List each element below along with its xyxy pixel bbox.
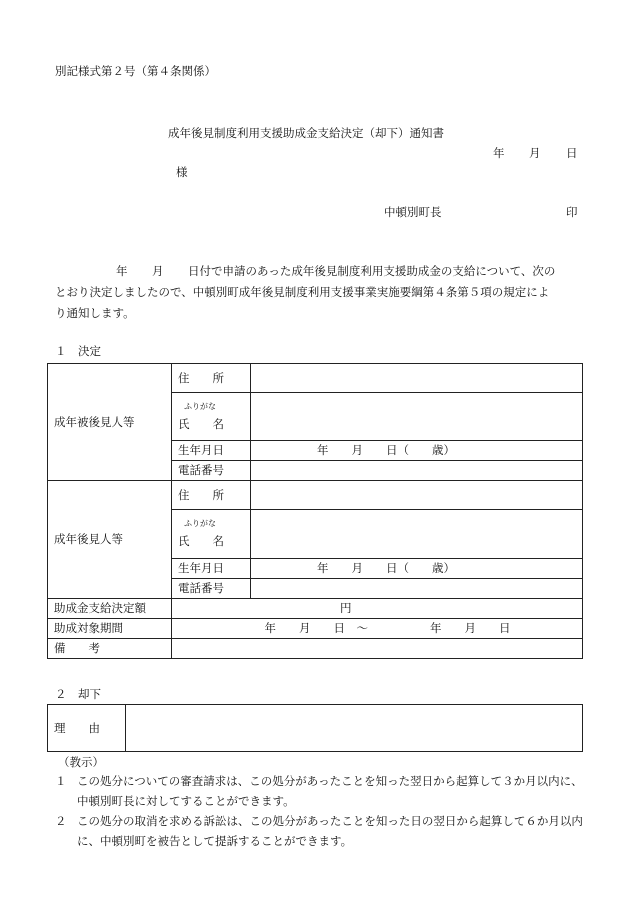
ward-name-label: 氏 名: [178, 416, 224, 431]
notes-list: [55, 771, 585, 851]
reason-field[interactable]: [126, 705, 583, 752]
note-number: １: [55, 774, 67, 788]
seal-mark: 印: [566, 205, 578, 219]
ward-label: 成年被後見人等: [48, 364, 172, 481]
guardian-phone-label: 電話番号: [172, 579, 251, 599]
note-item: [55, 771, 585, 811]
date-year: 年: [493, 146, 505, 160]
note-text: この処分についての審査請求は、この処分があったことを知った翌日から起算して３か月以内に、中頓別町長に対してすることができます。: [77, 774, 583, 808]
body-line2: とおり決定しましたので、中頓別町成年後見制度利用支援事業実施要綱第４条第５項の規定によ: [55, 285, 550, 299]
form-number: 別記様式第２号（第４条関係）: [55, 64, 216, 78]
issuer-name: 中頓別町長: [384, 205, 442, 219]
guardian-label: 成年後見人等: [48, 481, 172, 599]
remarks-field[interactable]: [172, 639, 583, 659]
note-number: ２: [55, 814, 67, 828]
ward-address-field[interactable]: [251, 364, 583, 393]
remarks-label: 備 考: [48, 639, 172, 659]
period-end: 年 月 日: [430, 621, 511, 636]
document-title: 成年後見制度利用支援助成金支給決定（却下）通知書: [168, 126, 444, 140]
period-field[interactable]: [172, 619, 583, 639]
body-year: 年: [116, 264, 128, 278]
ward-address-label: 住 所: [172, 364, 251, 393]
section2-heading: ２ 却下: [55, 687, 101, 701]
ward-name-field[interactable]: [251, 393, 583, 441]
guardian-address-field[interactable]: [251, 481, 583, 510]
date-month: 月: [529, 146, 541, 160]
body-line1: 日付で申請のあった成年後見制度利用支援助成金の支給について、次の: [188, 264, 556, 278]
amount-field[interactable]: 円: [172, 599, 583, 619]
body-month: 月: [152, 264, 164, 278]
ward-phone-field[interactable]: [251, 461, 583, 481]
ward-birth-label: 生年月日: [172, 441, 251, 461]
guardian-birth-label: 生年月日: [172, 559, 251, 579]
guardian-furigana-label: ふりがな: [184, 519, 216, 529]
body-line3: り通知します。: [55, 306, 135, 320]
notes-heading: （教示）: [58, 755, 104, 769]
note-text: この処分の取消を求める訴訟は、この処分があったことを知った日の翌日から起算して６か月以内に、中頓別町を被告として提訴することができます。: [77, 814, 583, 848]
guardian-name-label: 氏 名: [178, 534, 224, 549]
rejection-table: [47, 704, 583, 752]
guardian-phone-field[interactable]: [251, 579, 583, 599]
note-item: [55, 811, 585, 851]
ward-furigana-label: ふりがな: [184, 401, 216, 411]
addressee-suffix: 様: [176, 165, 188, 179]
guardian-name-field[interactable]: [251, 510, 583, 559]
period-start: 年 月 日 ～: [264, 621, 368, 636]
section1-heading: １ 決定: [55, 344, 101, 358]
decision-table: [47, 363, 583, 659]
ward-name-cell: [172, 393, 251, 441]
ward-phone-label: 電話番号: [172, 461, 251, 481]
date-day: 日: [566, 146, 578, 160]
ward-birth-field[interactable]: 年 月 日（ 歳）: [251, 441, 583, 461]
guardian-address-label: 住 所: [172, 481, 251, 510]
guardian-name-cell: [172, 510, 251, 559]
reason-label: 理 由: [48, 705, 126, 752]
guardian-birth-field[interactable]: 年 月 日（ 歳）: [251, 559, 583, 579]
amount-label: 助成金支給決定額: [48, 599, 172, 619]
period-label: 助成対象期間: [48, 619, 172, 639]
